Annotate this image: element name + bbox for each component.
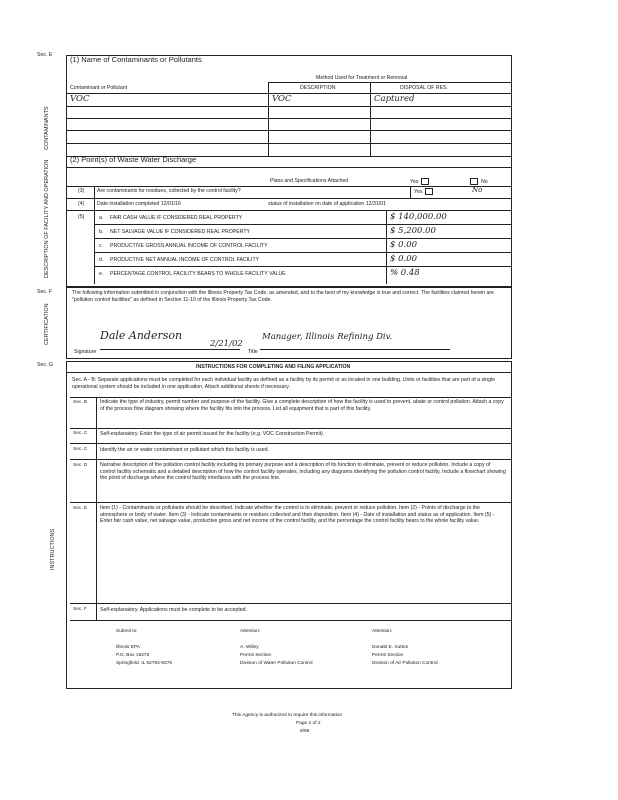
q3-answer: No <box>472 186 483 194</box>
col-contaminant: Contaminant or Pollutant <box>70 85 128 91</box>
certification-side-label: CERTIFICATION <box>44 303 50 345</box>
address2-line: A. Willey <box>240 645 259 650</box>
value-row-label: PERCENTAGE CONTROL FACILITY BEARS TO WHOLE FACILITY VALUE <box>110 271 286 277</box>
address2-line: Permit Section <box>240 653 272 658</box>
instructions-heading: INSTRUCTIONS FOR COMPLETING AND FILING APPLICATION <box>196 364 351 370</box>
section-e-side-label-2: DESCRIPTION OF FACILITY AND OPERATION <box>44 159 50 278</box>
q1-label: (1) Name of Contaminants or Pollutants <box>70 55 202 64</box>
submit-to-label: Submit to: <box>116 629 138 634</box>
instr-row-text: Item (1) - Contaminants or pollutants should be described. Indicate whether the control is to eliminate, prevent or reduce pollution. Item (2) - Points of discharge to the atmosphere or body of water. Item (3) - Indicate contaminants or residues collected and their disposition. Item (4) - Date of installation and status as of application. Item (5) - Enter fair cash value, net salvage value, productive gross and net income of the control facility, and the percentage the control facility bears to the whole facility value. <box>100 505 495 525</box>
q4-num: (4) <box>78 201 85 207</box>
value-row-label: PRODUCTIVE GROSS ANNUAL INCOME OF CONTROL FACILITY <box>110 243 268 249</box>
q3-text: Are contaminants for residues, collected by the control facility? <box>97 188 241 194</box>
q2-label: (2) Point(s) of Waste Water Discharge <box>70 155 197 164</box>
instr-row-tag: Sec. C <box>73 447 88 452</box>
q4-status: status of installation on date of application 12/31/01 <box>268 201 386 207</box>
title-label: Title <box>248 349 258 355</box>
section-e-tag: Sec. E <box>37 52 53 58</box>
value-row-label: NET SALVAGE VALUE IF CONSIDERED REAL PROPERTY <box>110 229 251 235</box>
row1-disposal: Captured <box>374 94 415 104</box>
instr-row-tag: Sec. F <box>73 607 87 612</box>
instr-row-text: Identify the air or water contaminant or pollutant which this facility is used. <box>100 447 269 453</box>
instr-row-text: Self-explanatory. Enter the type of air permit issued for the facility (e.g. VOC Construction Permit). <box>100 431 325 437</box>
plans-yes-checkbox[interactable] <box>421 178 429 185</box>
value-row-amount: $ 140,000.00 <box>390 212 447 222</box>
instr-row-tag: Sec. E <box>73 506 88 511</box>
address3-line: Permit Section <box>372 653 404 658</box>
footer-line-2: Page 2 of 2 <box>296 721 321 726</box>
instr-row-text: Indicate the type of industry, permit number and purpose of the facility. Give a complete description of how the facility is used to prevent, abate or control pollution. Attach a copy of the process flow diagram showing where the facility fits into the process. List all equipment that is part of this facility. <box>100 399 504 412</box>
sign-date: 2/21/02 <box>210 339 243 349</box>
instr-row-tag: Sec. C <box>73 431 88 436</box>
value-row-label: FAIR CASH VALUE IF CONSIDERED REAL PROPERTY <box>110 215 243 221</box>
address3-line: Donald E. Sutton <box>372 645 409 650</box>
section-e-side-label: CONTAMINANTS <box>44 106 50 150</box>
certification-tag: Sec. F <box>37 289 52 295</box>
certification-text: The following information submitted in conjunction with the Illinois Property Tax Code, as amended, and to the best of my knowledge is true and correct. The facilities claimed herein are "pollution control facilities" as defined in Section 11-10 of the Illinois Property Tax Code. <box>72 290 494 303</box>
method-header: Method Used for Treatment or Removal <box>316 75 408 81</box>
form-page: Sec. E CONTAMINANTS DESCRIPTION OF FACILITY AND OPERATION (1) Name of Contaminants or Pollutants Method Used for Treatment or Removal Contaminant or Pollutant DESCRIPTION DISPOSAL OF RES. VOC VOC Captured (2) Point(s) of Waste Water Discharge Plans and Specifications Attached Yes No (3) Are contaminants for residues, collected by the control facility? Yes No (4) Date installation completed 12/01/16 status of installation on date of application 12/31/01 (5) a. FAIR CASH VALUE IF CONSIDERED REAL PROPERTY $ 140,000.00 b. NET SALVAGE VALUE IF CONSIDERED REAL PROPERTY $ 5,200.00 c. PRODUCTIVE GROSS ANNUAL INCOME OF CONTROL FACILITY $ 0.00 d. PRODUCTIVE NET ANNUAL INCOME OF CONTROL FACILITY $ 0.00 e. PERCENTAGE CONTROL FACILITY BEARS TO WHOLE FACILITY VALUE % 0.48 Sec. F CERTIFICATION The following information submitted in conjunction with the Illinois Property Tax Code, as amended, and to the best of my knowledge is true and correct. The facilities claimed herein are "pollution control facilities" as defined in Section 11-10 of the Illinois Property Tax Code. Dale Anderson 2/21/02 Manager, Illinois Refining Div. Signature Title Sec. G INSTRUCTIONS INSTRUCTIONS FOR COMPLETING AND FILING APPLICATION Sec. A - B: Separate applications must be completed for each individual facility as defined as a facility by its permit or as located in one building. Units or facilities that are part of a single operational system should be included in one application. Attach additional sheets if necessary. Sec. B Indicate the type of industry, permit number and purpose of the facility. Give a complete description of how the facility is used to prevent, abate or control pollution. Attach a copy of the process flow diagram showing where the facility fits into the process. List all equipment that is part of this facility. Sec. C Self-explanatory. Enter the type of air permit issued for the facility (e.g. VOC Construction Permit). Sec. C Identify the air or water contaminant or pollutant which this facility is used. Sec. D Narrative description of the pollution control facility including its primary purpose and a description of its function to eliminate, prevent or reduce pollution. Include a copy of control facility schematic and a detailed description of how the control facility operates, including any diagrams identifying the pollution control facility. Include a flowchart showing the point of discharge where the control facility interfaces with the process line. Sec. E Item (1) - Contaminants or pollutants should be described. Indicate whether the control is to eliminate, prevent or reduce pollution. Item (2) - Points of discharge to the atmosphere or body of water. Item (3) - Indicate contaminants or residues collected and their disposition. Item (4) - Date of installation and status as of application. Item (5) - Enter fair cash value, net salvage value, productive gross and net income of the control facility, and the percentage the control facility bears to the whole facility value. Sec. F Self-explanatory. Applications must be complete to be accepted. Submit to: Attention: Attention: Illinois EPA P.O. Box 19276 Springfield, IL 62794-9276 A. Willey Permit Section Division of Water Pollution Control Donald E. Sutton Permit Section Division of Air Pollution Control This Agency is authorized to require this information Page 2 of 2 8/96 <box>0 0 618 800</box>
address3-line: Division of Air Pollution Control <box>372 661 438 666</box>
q3-num: (3) <box>78 188 85 194</box>
instr-row-text: Narrative description of the pollution control facility including its primary purpose and a description of its function to eliminate, prevent or reduce pollution. Include a copy of control facility schematic and a detailed description of how the control facility operates, including any diagrams identifying the pollution control facility. Include a flowchart showing the point of discharge where the control facility interfaces with the process line. <box>100 462 506 482</box>
instr-row-tag: Sec. D <box>73 463 88 468</box>
value-row-amount: $ 0.00 <box>390 254 418 264</box>
signature-label: Signature <box>74 349 97 355</box>
q3-yes-checkbox[interactable] <box>425 188 433 195</box>
address2-line: Division of Water Pollution Control <box>240 661 313 666</box>
address1-line: P.O. Box 19276 <box>116 653 150 658</box>
instr-row-tag: Sec. B <box>73 400 88 405</box>
attention-label: Attention: <box>240 629 261 634</box>
attention-label-2: Attention: <box>372 629 393 634</box>
title-value: Manager, Illinois Refining Div. <box>262 332 393 342</box>
instructions-intro: Sec. A - B: Separate applications must be completed for each individual facility as defined as a facility by its permit or as located in one building. Units or facilities that are part of a single operational system should be included in one application. Attach additional sheets if necessary. <box>72 377 496 390</box>
plans-no-checkbox[interactable] <box>470 178 478 185</box>
plans-label: Plans and Specifications Attached <box>270 178 349 184</box>
q4-text: Date installation completed 12/01/16 <box>97 201 181 207</box>
plans-yes: Yes <box>410 178 429 186</box>
address1-line: Illinois EPA <box>116 645 140 650</box>
instr-row-text: Self-explanatory. Applications must be complete to be accepted. <box>100 607 247 613</box>
value-row-amount: $ 0.00 <box>390 240 418 250</box>
plans-no: No <box>470 178 488 186</box>
col-description: DESCRIPTION <box>300 85 336 91</box>
row1-description: VOC <box>272 94 292 104</box>
method-header-rule <box>268 82 512 83</box>
value-row-label: PRODUCTIVE NET ANNUAL INCOME OF CONTROL FACILITY <box>110 257 260 263</box>
footer-line-3: 8/96 <box>300 729 310 734</box>
col-disposal: DISPOSAL OF RES. <box>400 85 448 91</box>
q5-num: (5) <box>78 214 85 220</box>
instructions-side-label: INSTRUCTIONS <box>50 528 56 570</box>
footer-line-1: This Agency is authorized to require this information <box>232 713 343 718</box>
address1-line: Springfield, IL 62794-9276 <box>116 661 173 666</box>
signature: Dale Anderson <box>100 329 183 342</box>
q3-yes: Yes <box>414 188 433 196</box>
value-row-amount: $ 5,200.00 <box>390 226 436 236</box>
instructions-tag: Sec. G <box>37 362 53 368</box>
row1-contaminant: VOC <box>70 94 90 104</box>
value-row-amount: % 0.48 <box>390 268 420 278</box>
